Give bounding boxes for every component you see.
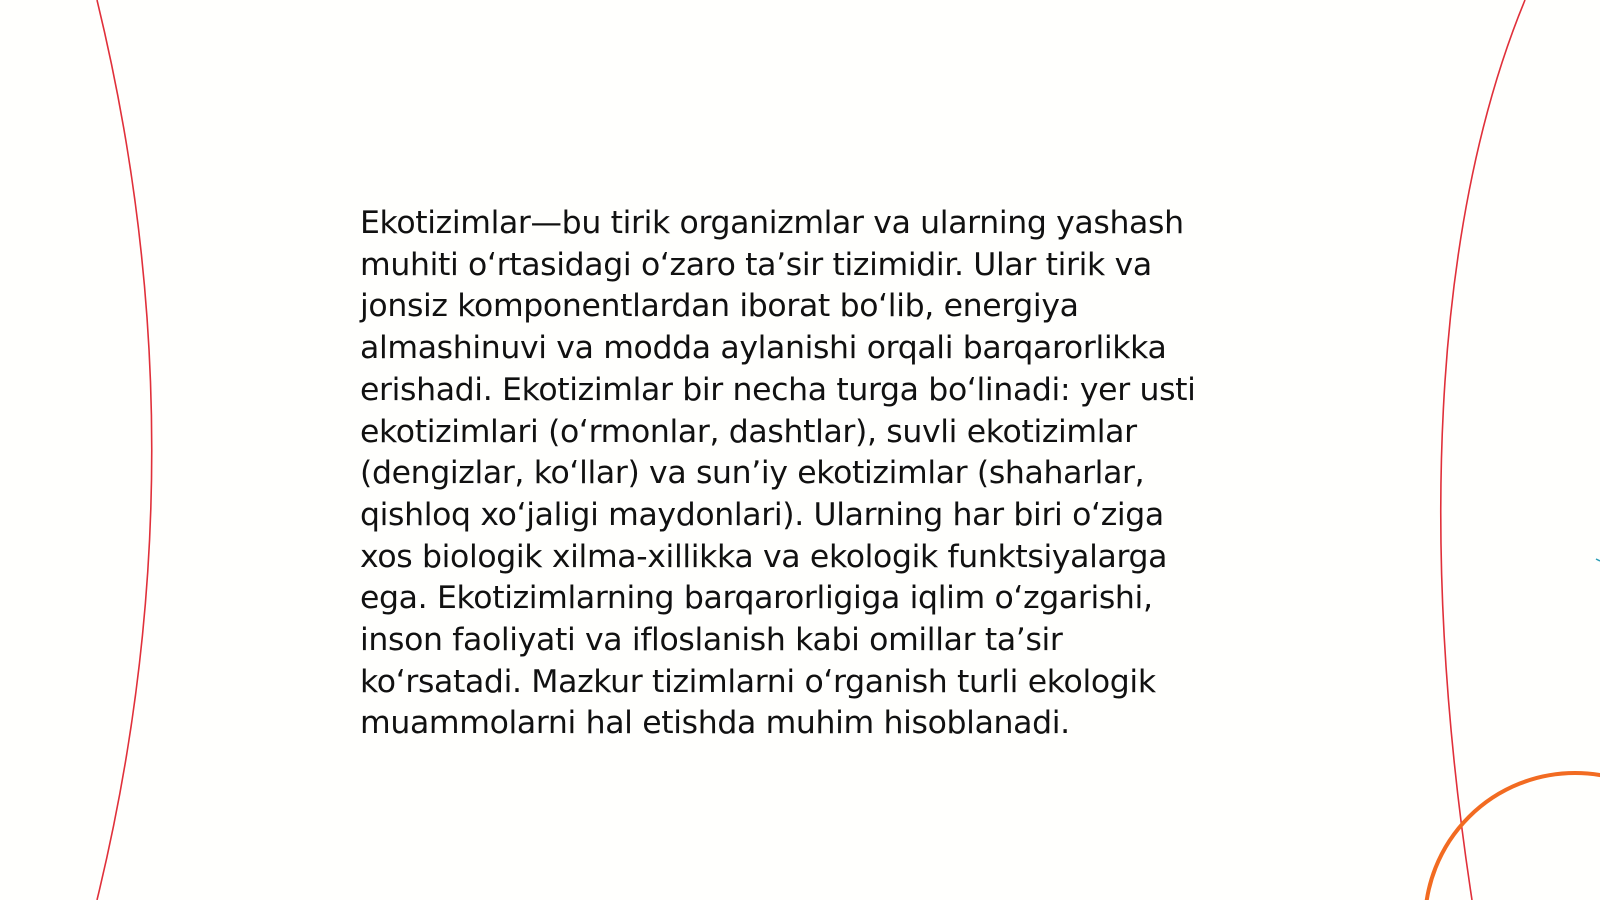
body-line: qishloq xoʻjaligi maydonlari). Ularning har biri oʻziga [360,496,1164,533]
body-paragraph [360,203,1260,745]
left-curve-line [97,0,152,900]
small-teal-mark [1596,559,1600,561]
body-line: Ekotizimlar—bu tirik organizmlar va ularning yashash [360,205,1184,241]
body-line: erishadi. Ekotizimlar bir necha turga boʻlinadi: yer usti [360,371,1196,408]
body-line: ega. Ekotizimlarning barqarorligiga iqlim oʻzgarishi, [360,580,1153,617]
body-line: muammolarni hal etishda muhim hisoblanadi. [360,705,1070,742]
body-line: ekotizimlari (oʻrmonlar, dashtlar), suvli ekotizimlar [360,413,1137,450]
body-line: jonsiz komponentlardan iborat boʻlib, energiya [360,288,1079,325]
body-line: koʻrsatadi. Mazkur tizimlarni oʻrganish turli ekologik [360,663,1156,700]
body-line: almashinuvi va modda aylanishi orqali barqarorlikka [360,330,1167,367]
body-line: (dengizlar, koʻllar) va sunʼiy ekotizimlar (shaharlar, [360,455,1145,492]
body-line: inson faoliyati va ifloslanish kabi omillar taʼsir [360,622,1063,659]
right-curve-line [1441,0,1525,900]
orange-arc [1425,773,1600,900]
body-line: muhiti oʻrtasidagi oʻzaro taʼsir tizimidir. Ular tirik va [360,246,1152,283]
body-line: xos biologik xilma-xillikka va ekologik funktsiyalarga [360,538,1168,575]
